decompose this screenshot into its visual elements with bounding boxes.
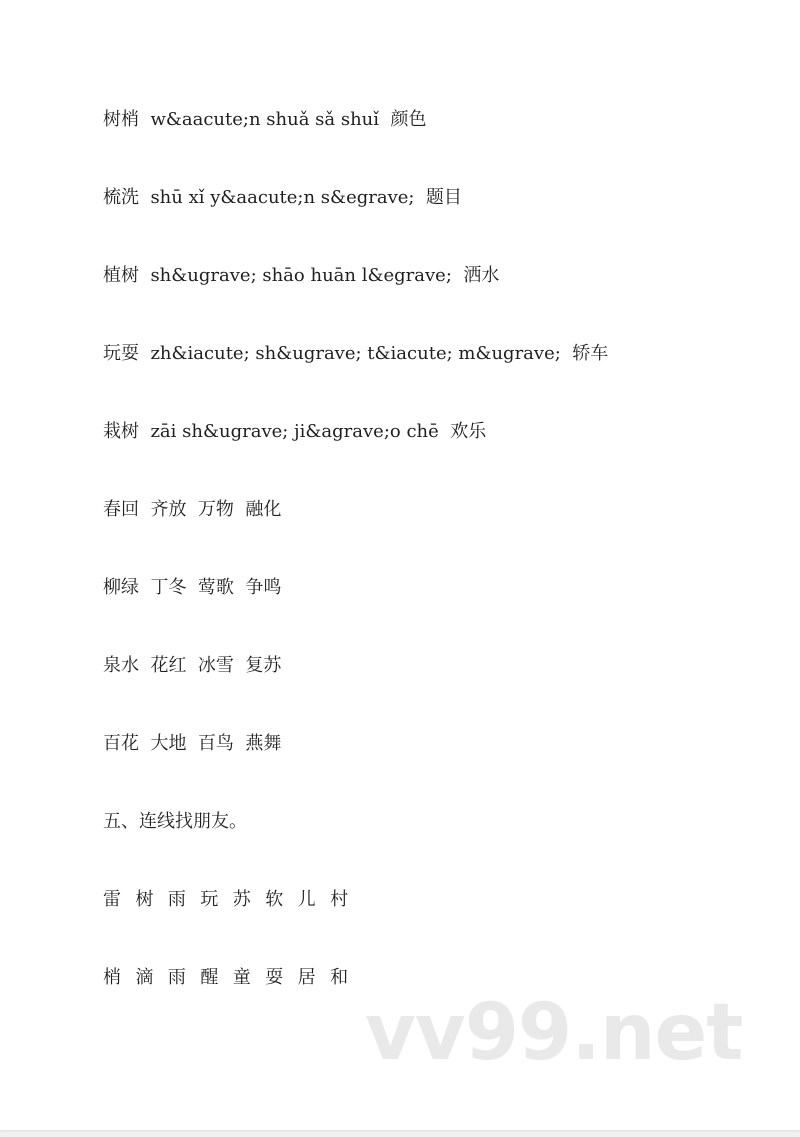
text-line: 柳绿 丁冬 莺歌 争鸣 xyxy=(103,577,282,598)
section-heading: 五、连线找朋友。 xyxy=(103,811,247,832)
text-line: 雷 树 雨 玩 苏 软 儿 村 xyxy=(103,889,350,910)
text-line: 梳洗 shū xǐ y&aacute;n s&egrave; 题目 xyxy=(103,187,462,208)
text-line: 百花 大地 百鸟 燕舞 xyxy=(103,733,282,754)
text-line: 植树 sh&ugrave; shāo huān l&egrave; 洒水 xyxy=(103,265,500,286)
text-line: 梢 滴 雨 醒 童 耍 居 和 xyxy=(103,967,350,988)
text-line: 树梢 w&aacute;n shuǎ sǎ shuǐ 颜色 xyxy=(103,109,427,130)
watermark: vv99.net xyxy=(365,988,743,1078)
text-line: 春回 齐放 万物 融化 xyxy=(103,499,282,520)
text-line: 玩耍 zh&iacute; sh&ugrave; t&iacute; m&ugrave; 轿车 xyxy=(103,343,609,364)
text-line: 泉水 花红 冰雪 复苏 xyxy=(103,655,282,676)
text-line: 栽树 zāi sh&ugrave; ji&agrave;o chē 欢乐 xyxy=(103,421,487,442)
